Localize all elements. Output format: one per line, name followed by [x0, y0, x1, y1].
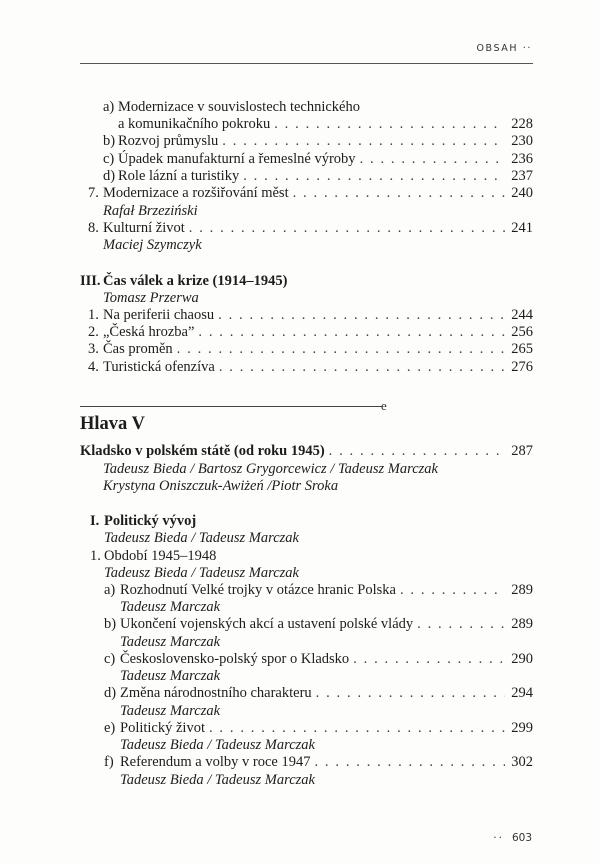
entry-author	[103, 237, 533, 254]
entry-title: a komunikačního pokroku	[118, 116, 271, 132]
page-number: 228	[511, 116, 533, 132]
author-name: Tadeusz Bieda / Bartosz Grygorcewicz / Tadeusz Marczak	[103, 461, 438, 477]
entry-title: Modernizace v souvislostech technického	[118, 99, 360, 115]
author-name: Tadeusz Marczak	[120, 668, 221, 684]
dot-leader	[189, 220, 505, 237]
dot-leader	[222, 133, 505, 150]
toc-entry	[88, 324, 533, 341]
toc-entry	[88, 341, 533, 358]
entry-author	[120, 772, 533, 789]
header-rule	[80, 63, 533, 64]
dot-leader	[314, 754, 505, 771]
entry-number: e)	[104, 720, 116, 736]
entry-title: Československo-polský spor o Kladsko	[120, 651, 350, 667]
entry-author	[120, 737, 533, 754]
author-name: Tadeusz Bieda / Tadeusz Marczak	[120, 772, 315, 788]
dot-leader	[293, 185, 505, 202]
page-number: 290	[511, 651, 533, 667]
entry-number: d)	[104, 685, 117, 701]
page-number: 287	[511, 443, 533, 459]
toc-entry	[104, 754, 533, 771]
entry-title: Politický život	[120, 720, 205, 736]
page-number: 302	[511, 754, 533, 770]
entry-number: 1.	[88, 307, 99, 323]
dot-leader	[316, 685, 505, 702]
page-number: 265	[511, 341, 533, 357]
page-number: 244	[511, 307, 533, 323]
page-number: 289	[511, 616, 533, 632]
part-title: Politický vývoj	[104, 513, 197, 529]
dot-leader	[177, 341, 505, 358]
footer-ornament: ··	[493, 832, 504, 844]
page-number: 236	[511, 151, 533, 167]
entry-number: 8.	[88, 220, 99, 236]
dot-leader	[360, 151, 505, 168]
entry-number: b)	[103, 133, 116, 149]
entry-number: 4.	[88, 359, 99, 375]
sub-heading	[90, 548, 533, 565]
entry-number: 1.	[90, 548, 101, 564]
author-name: Tadeusz Bieda / Tadeusz Marczak	[104, 565, 299, 581]
entry-title: Rozvoj průmyslu	[118, 133, 219, 149]
author-name: Tomasz Przerwa	[103, 290, 199, 306]
page-number: 276	[511, 359, 533, 375]
section-title: Čas válek a krize (1914–1945)	[103, 273, 288, 289]
author-name: Tadeusz Bieda / Tadeusz Marczak	[104, 530, 299, 546]
entry-title: Kulturní život	[103, 220, 185, 236]
dot-leader	[218, 307, 505, 324]
page-number: 230	[511, 133, 533, 149]
dot-leader	[400, 582, 505, 599]
header-ornament: ··	[522, 43, 532, 54]
section-author	[103, 290, 533, 307]
page-number: 240	[511, 185, 533, 201]
dot-leader	[274, 116, 505, 133]
author-name: Rafał Brzeziński	[103, 203, 198, 219]
toc-entry	[118, 116, 533, 133]
header-title: OBSAH	[476, 43, 519, 54]
entry-title: Rozhodnutí Velké trojky v otázce hranic Polska	[120, 582, 396, 598]
author-name: Tadeusz Bieda / Tadeusz Marczak	[120, 737, 315, 753]
page-number: 294	[511, 685, 533, 701]
entry-number: c)	[103, 151, 115, 167]
entry-title: Ukončení vojenských akcí a ustavení polské vlády	[120, 616, 414, 632]
entry-author	[120, 703, 533, 720]
entry-number: d)	[103, 168, 116, 184]
entry-author	[120, 668, 533, 685]
sub-author	[104, 565, 533, 582]
dot-leader	[219, 359, 505, 376]
toc-entry	[88, 359, 533, 376]
part-number: I.	[90, 513, 100, 529]
toc-entry	[104, 582, 533, 599]
author-name: Tadeusz Marczak	[120, 599, 221, 615]
author-name: Maciej Szymczyk	[103, 237, 202, 253]
dot-leader	[329, 443, 505, 460]
toc-entry	[103, 133, 533, 150]
section-heading	[80, 273, 533, 290]
author-name: Krystyna Oniszczuk-Awiżeń /Piotr Sroka	[103, 478, 339, 494]
folio-page-number: 603	[511, 832, 532, 844]
entry-title: Změna národnostního charakteru	[120, 685, 312, 701]
entry-number: c)	[104, 651, 116, 667]
page-footer	[493, 832, 532, 844]
curl-ornament-icon: e	[381, 398, 387, 413]
chapter-title: Hlava V	[80, 414, 145, 434]
toc-entry	[104, 651, 533, 668]
entry-title: Referendum a volby v roce 1947	[120, 754, 311, 770]
entry-title: Období 1945–1948	[104, 548, 217, 564]
entry-number: a)	[104, 582, 116, 598]
entry-number: 2.	[88, 324, 99, 340]
entry-author	[120, 599, 533, 616]
toc-entry	[88, 307, 533, 324]
entry-number: 7.	[88, 185, 99, 201]
entry-number: a)	[103, 99, 115, 115]
entry-title: Kladsko v polském státě (od roku 1945)	[80, 443, 325, 459]
entry-title: Turistická ofenzíva	[103, 359, 215, 375]
chapter-main-entry	[80, 443, 533, 460]
dot-leader	[243, 168, 505, 185]
page-number: 299	[511, 720, 533, 736]
entry-number: b)	[104, 616, 117, 632]
toc-entry	[104, 616, 533, 633]
entry-title: Modernizace a rozšiřování měst	[103, 185, 289, 201]
running-header	[476, 43, 532, 54]
toc-entry	[103, 151, 533, 168]
author-name: Tadeusz Marczak	[120, 634, 221, 650]
entry-title: Čas proměn	[103, 341, 173, 357]
dot-leader	[209, 720, 505, 737]
entry-author	[103, 203, 533, 220]
entry-number: f)	[104, 754, 114, 770]
entry-title: Na periferii chaosu	[103, 307, 215, 323]
dot-leader	[198, 324, 505, 341]
entry-title: Role lázní a turistiky	[118, 168, 240, 184]
toc-entry	[88, 185, 533, 202]
entry-title: „Česká hrozba”	[103, 324, 195, 340]
toc-entry	[88, 220, 533, 237]
author-name: Tadeusz Marczak	[120, 703, 221, 719]
toc-entry	[103, 168, 533, 185]
chapter-authors	[103, 461, 533, 478]
toc-entry	[103, 99, 533, 116]
dot-leader	[417, 616, 505, 633]
toc-entry	[104, 685, 533, 702]
page-number: 256	[511, 324, 533, 340]
part-author	[104, 530, 533, 547]
entry-author	[120, 634, 533, 651]
part-heading	[90, 513, 533, 530]
entry-number: 3.	[88, 341, 99, 357]
page-number: 237	[511, 168, 533, 184]
page-number: 241	[511, 220, 533, 236]
dot-leader	[353, 651, 505, 668]
section-number: III.	[80, 273, 101, 289]
chapter-authors	[103, 478, 533, 495]
toc-entry	[104, 720, 533, 737]
page-number: 289	[511, 582, 533, 598]
chapter-rule	[80, 406, 382, 407]
entry-title: Úpadek manufakturní a řemeslné výroby	[118, 151, 356, 167]
